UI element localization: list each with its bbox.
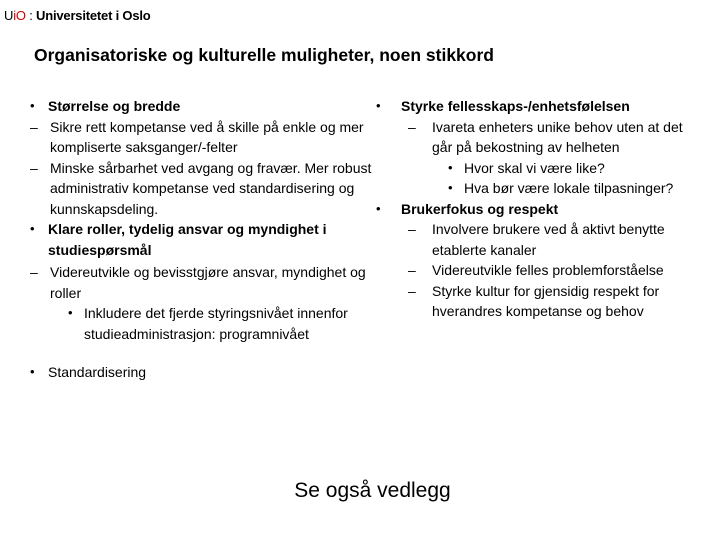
- sub-bullet: [20, 262, 380, 303]
- sub-bullet-text: Involvere brukere ved å aktivt benytte etablerte kanaler: [432, 221, 665, 258]
- dash-icon: –: [30, 264, 38, 280]
- bullet-icon: •: [376, 98, 381, 113]
- sub-sub-bullet-text: Hvor skal vi være like?: [464, 159, 605, 176]
- sub-bullet-text: Videreutvikle og bevisstgjøre ansvar, myndighet og roller: [50, 264, 366, 301]
- slide-title: Organisatoriske og kulturelle muligheter, noen stikkord: [34, 45, 494, 65]
- footer-note: Se også vedlegg: [294, 479, 451, 502]
- bullet-size-and-breadth: [20, 96, 380, 117]
- bullet-standardisation: [20, 362, 380, 383]
- sub-bullet-text: Ivareta enheters unike behov uten at det går på bekostning av helheten: [432, 118, 683, 155]
- sub-sub-bullet: [366, 178, 686, 199]
- bullet-text: Standardisering: [48, 364, 147, 380]
- left-column: [20, 96, 380, 383]
- sub-bullet: [366, 117, 686, 158]
- dash-icon: –: [408, 282, 416, 299]
- bullet-icon: •: [448, 180, 453, 195]
- sub-bullet: [20, 158, 380, 220]
- bullet-text: Brukerfokus og respekt: [401, 200, 559, 217]
- uio-logo: [4, 8, 151, 23]
- bullet-icon: •: [30, 364, 35, 379]
- dash-icon: –: [408, 262, 416, 278]
- bullet-icon: •: [376, 200, 381, 216]
- bullet-text: Styrke fellesskaps-/enhetsfølelsen: [401, 98, 630, 114]
- bullet-user-focus: [366, 199, 686, 220]
- sub-bullet-text: Minske sårbarhet ved avgang og fravær. Mer robust administrativ kompetanse ved standardisering og kunnskapsdeling.: [50, 159, 372, 217]
- sub-bullet: [366, 281, 686, 322]
- sub-sub-bullet-text: Hva bør være lokale tilpasninger?: [464, 180, 674, 196]
- sub-bullet: [20, 117, 380, 158]
- sub-bullet-text: Sikre rett kompetanse ved å skille på enkle og mer kompliserte saksganger/-felter: [50, 118, 364, 155]
- uio-logo-mark: UiO :: [4, 8, 33, 23]
- bullet-community: [366, 96, 686, 117]
- bullet-icon: •: [448, 159, 453, 175]
- sub-bullet-text: Styrke kultur for gjensidig respekt for hverandres kompetanse og behov: [432, 282, 660, 319]
- sub-bullet-text: Videreutvikle felles problemforståelse: [432, 262, 664, 278]
- bullet-clear-roles: [20, 219, 380, 260]
- bullet-text: Klare roller, tydelig ansvar og myndighet i studiespørsmål: [48, 221, 327, 258]
- uio-logo-name: Universitetet i Oslo: [32, 8, 151, 23]
- bullet-icon: •: [30, 221, 35, 236]
- dash-icon: –: [30, 118, 38, 135]
- sub-sub-bullet: [366, 158, 686, 179]
- sub-bullet: [366, 219, 686, 260]
- right-column: [366, 96, 686, 322]
- sub-sub-bullet: [20, 303, 380, 344]
- dash-icon: –: [408, 118, 416, 135]
- bullet-icon: •: [68, 305, 73, 320]
- sub-bullet: [366, 260, 686, 281]
- dash-icon: –: [30, 159, 38, 176]
- sub-sub-bullet-text: Inkludere det fjerde styringsnivået innenfor studieadministrasjon: programnivået: [84, 305, 348, 342]
- dash-icon: –: [408, 221, 416, 237]
- bullet-icon: •: [30, 98, 35, 113]
- bullet-text: Størrelse og bredde: [48, 98, 181, 114]
- spacer: [20, 344, 380, 362]
